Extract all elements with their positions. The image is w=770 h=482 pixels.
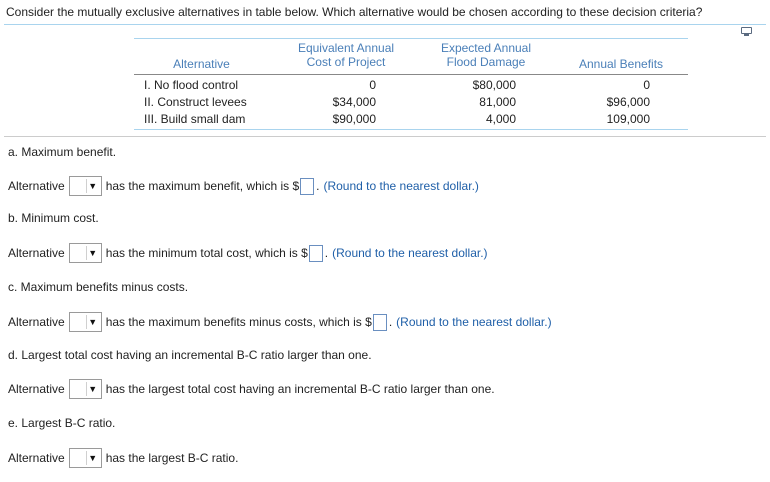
alternative-label: Alternative [8,246,65,260]
row-benefits: 0 [643,78,650,92]
row-damage: 81,000 [479,95,516,109]
triangle-down-icon: ▼ [86,382,99,396]
input-suffix: . [388,315,393,329]
triangle-down-icon: ▼ [86,315,99,329]
part-b-answer-row [8,243,488,263]
triangle-down-icon: ▼ [86,451,99,465]
part-a-answer-row [8,176,479,196]
divider [4,24,766,25]
answer-text: has the largest B-C ratio. [105,451,239,465]
divider [4,136,766,137]
part-e-answer-row [8,448,238,468]
alternative-dropdown[interactable] [69,312,102,332]
alternative-label: Alternative [8,451,65,465]
triangle-down-icon: ▼ [86,179,99,193]
triangle-down-icon: ▼ [86,246,99,260]
answer-text: has the maximum benefits minus costs, which is $ [105,315,372,329]
rounding-hint: (Round to the nearest dollar.) [323,179,479,193]
input-suffix: . [316,179,320,193]
row-benefits: $96,000 [606,95,650,109]
row-cost: 0 [369,78,376,92]
answer-text: has the largest total cost having an incremental B-C ratio larger than one. [105,382,495,396]
amount-input[interactable] [373,314,387,331]
rounding-hint: (Round to the nearest dollar.) [332,246,488,260]
alternative-label: Alternative [8,179,65,193]
header-cost-line1: Equivalent Annual [297,41,395,55]
monitor-icon[interactable] [741,27,752,36]
alternative-dropdown[interactable] [69,243,102,263]
row-name: II. Construct levees [144,95,247,109]
row-name: III. Build small dam [144,112,246,126]
rounding-hint: (Round to the nearest dollar.) [396,315,552,329]
header-damage-line2: Flood Damage [446,55,526,69]
alternative-label: Alternative [8,382,65,396]
row-damage: 4,000 [485,112,516,126]
part-a-title: a. Maximum benefit. [8,145,117,159]
row-damage: $80,000 [472,78,516,92]
header-alternative: Alternative [173,57,230,71]
input-suffix: . [324,246,329,260]
alternative-dropdown[interactable] [69,448,102,468]
question-text: Consider the mutually exclusive alternatives in table below. Which alternative would be chosen according to these decision criteria? [6,5,703,19]
part-d-title: d. Largest total cost having an incremental B-C ratio larger than one. [8,348,372,362]
part-c-title: c. Maximum benefits minus costs. [8,280,189,294]
answer-text: has the minimum total cost, which is $ [105,246,308,260]
row-cost: $90,000 [332,112,376,126]
part-e-title: e. Largest B-C ratio. [8,416,116,430]
answer-text: has the maximum benefit, which is $ [105,179,300,193]
amount-input[interactable] [309,245,323,262]
alternative-dropdown[interactable] [69,176,102,196]
header-benefits: Annual Benefits [578,57,664,71]
part-d-answer-row [8,379,495,399]
header-cost-line2: Cost of Project [306,55,386,69]
alternative-label: Alternative [8,315,65,329]
row-benefits: 109,000 [606,112,650,126]
row-name: I. No flood control [144,78,239,92]
alternative-dropdown[interactable] [69,379,102,399]
part-c-answer-row [8,312,552,332]
part-b-title: b. Minimum cost. [8,211,99,225]
header-damage-line1: Expected Annual [440,41,532,55]
row-cost: $34,000 [332,95,376,109]
amount-input[interactable] [300,178,314,195]
